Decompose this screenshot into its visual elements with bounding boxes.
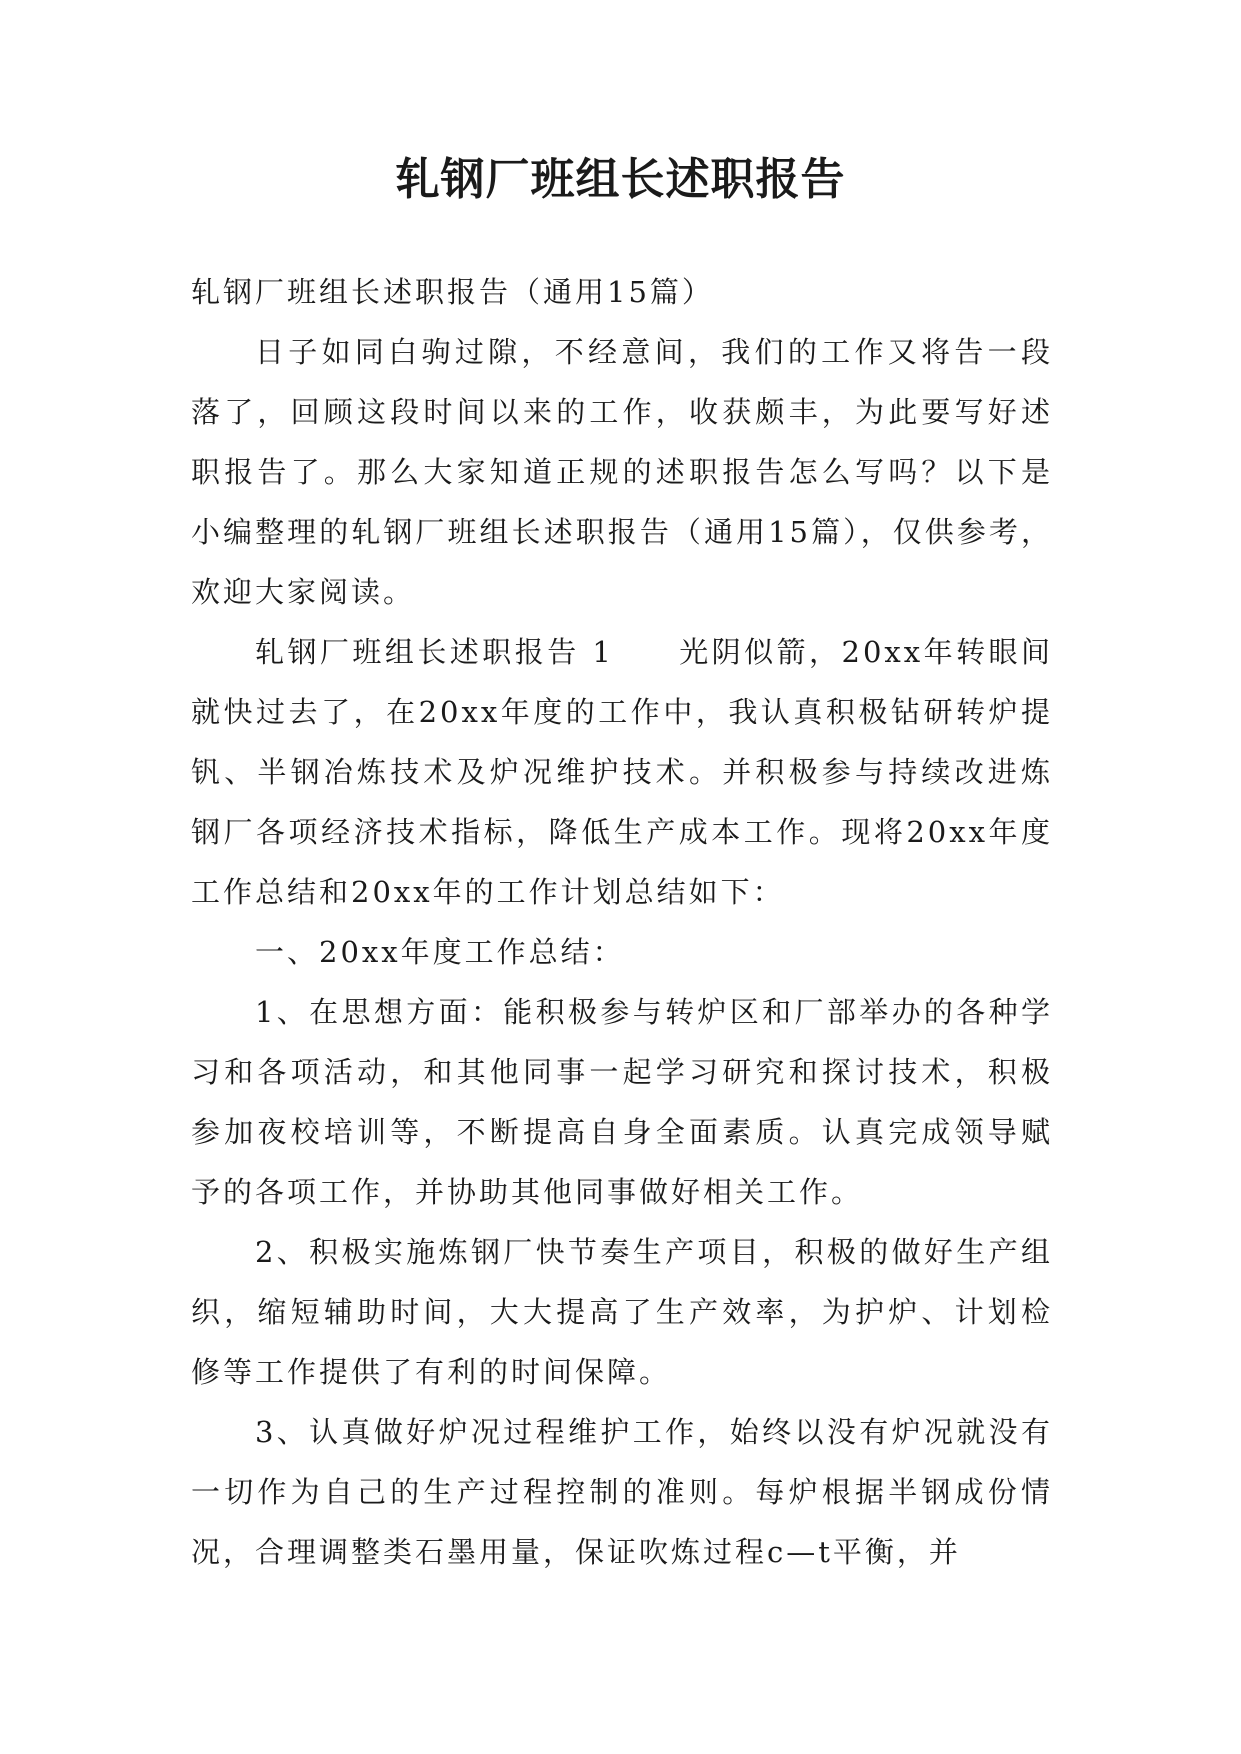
intro-paragraph: 日子如同白驹过隙，不经意间，我们的工作又将告一段落了，回顾这段时间以来的工作，收获颇丰，为此要写好述职报告了。那么大家知道正规的述职报告怎么写吗？以下是小编整理的轧钢厂班组长述职报告（通用15篇），仅供参考，欢迎大家阅读。 bbox=[191, 335, 1053, 609]
subtitle-paragraph: 轧钢厂班组长述职报告（通用15篇） bbox=[191, 275, 714, 309]
document-title: 轧钢厂班组长述职报告 bbox=[395, 154, 846, 205]
section-heading: 一、20xx年度工作总结： bbox=[255, 935, 625, 969]
item-1-paragraph: 1、在思想方面：能积极参与转炉区和厂部举办的各种学习和各项活动，和其他同事一起学习研究和探讨技术，积极参加夜校培训等，不断提高自身全面素质。认真完成领导赋予的各项工作，并协助其他同事做好相关工作。 bbox=[191, 995, 1053, 1209]
item-3-paragraph: 3、认真做好炉况过程维护工作，始终以没有炉况就没有一切作为自己的生产过程控制的准则。每炉根据半钢成份情况，合理调整类石墨用量，保证吹炼过程c—t平衡，并 bbox=[191, 1415, 1053, 1569]
item-2-paragraph: 2、积极实施炼钢厂快节奏生产项目，积极的做好生产组织，缩短辅助时间，大大提高了生产效率，为护炉、计划检修等工作提供了有利的时间保障。 bbox=[191, 1235, 1053, 1389]
document-body bbox=[191, 262, 1053, 1582]
report-1-paragraph: 轧钢厂班组长述职报告 1 光阴似箭，20xx年转眼间就快过去了，在20xx年度的工作中，我认真积极钻研转炉提钒、半钢冶炼技术及炉况维护技术。并积极参与持续改进炼钢厂各项经济技术指标，降低生产成本工作。现将20xx年度工作总结和20xx年的工作计划总结如下： bbox=[191, 635, 1053, 909]
